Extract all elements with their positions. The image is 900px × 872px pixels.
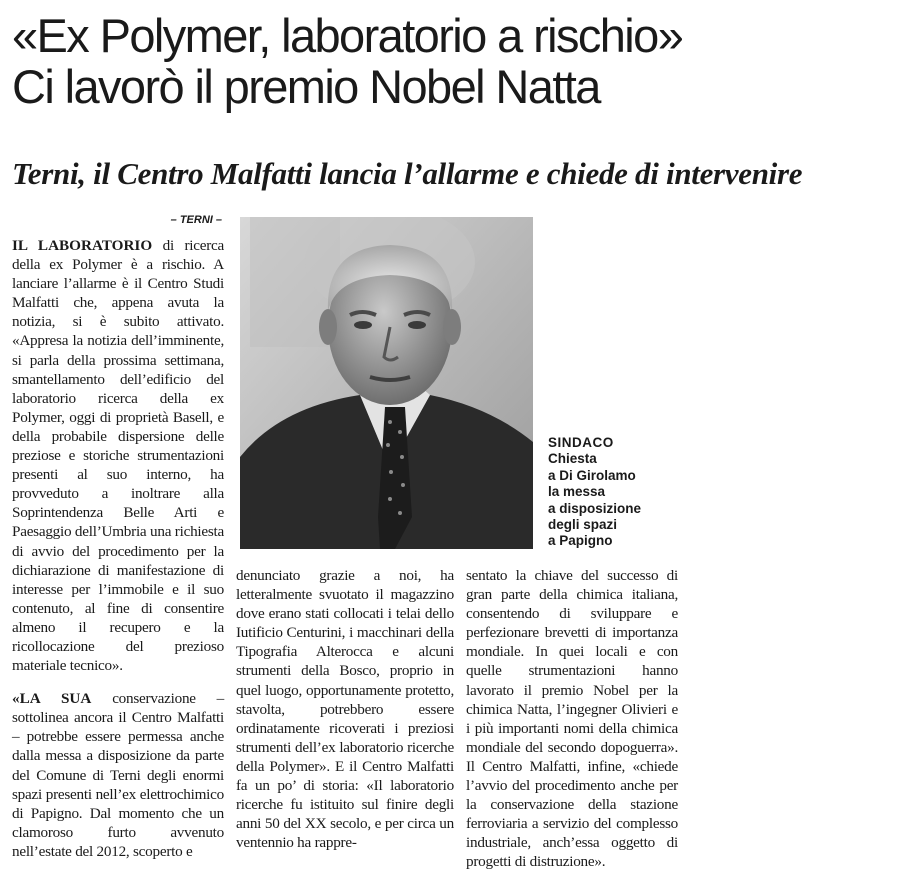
dateline: – TERNI – — [170, 214, 222, 226]
caption-line: a Papigno — [548, 533, 613, 549]
paragraph-2 — [12, 689, 224, 861]
subheadline: Terni, il Centro Malfatti lancia l’allarme e chiede di intervenire — [12, 156, 803, 191]
column-3-text: sentato la chiave del successo di gran parte della chimica italiana, consentendo di sviluppare e perfezionare brevetti di importanza mondiale. In quei locali e con quelle strumentazioni hanno lavorato il premio Nobel per la chimica Natta, l’ingegner Olivieri e i più importanti nomi della chimica mondiale del secondo dopoguerra». Il Centro Malfatti, infine, «chiede l’avvio del procedimento anche per la conservazione della stazione ferroviaria a servizio del complesso industriale, anch’essa oggetto di progetti di distruzione». — [466, 567, 678, 871]
caption-line: a disposizione — [548, 500, 642, 516]
caption-line: a Di Girolamo — [548, 467, 636, 483]
caption-line: Chiesta — [548, 451, 597, 467]
column-2-text: denunciato grazie a noi, ha letteralmente svuotato il magazzino dove erano stati collocati i telai dello Iutificio Centurini, i macchinari della Tipografia Alterocca e alcuni strumenti della Bosco, proprio in quel luogo, opportunamente protetto, stavolta, potrebbero essere ordinatamente ricoverati i preziosi strumenti dell’ex laboratorio ricerche della Polymer». E il Centro Malfatti fa un po’ di storia: «Il laboratorio ricerche fu istituito sul finire degli anni 50 del XX secolo, e per circa un ventennio ha rappre- — [236, 567, 454, 852]
paragraph-2-lead: «LA SUA — [12, 690, 92, 708]
paragraph-1-text: di ricerca della ex Polymer è a rischio. A lanciare l’allarme è il Centro Studi Malfatti che, appena avuta la notizia, si è subito attivato. «Appresa la notizia dell’imminente, si parla della prossima settimana, smantellamento dell’edificio del laboratorio ricerca della ex Polymer, oggi di proprietà Basell, e della probabile dispersione delle preziose e storiche strumentazioni presenti al suo interno, ha provveduto a inoltrare alla Soprintendenza Belle Arti e Paesaggio dell’Umbria una richiesta di avvio del procedimento per la dichiarazione di manifestazione di interesse per l’immobile e il suo contenuto, al fine di consentire almeno il recupero e la ricollocazione del prezioso materiale tecnico». — [12, 237, 224, 675]
caption-line: degli spazi — [548, 517, 618, 533]
article-column-1 — [12, 236, 224, 861]
caption-head: SINDACO — [548, 435, 614, 450]
mayor-photo — [240, 217, 533, 549]
paragraph-1 — [12, 236, 224, 675]
headline-line-2: Ci lavorò il premio Nobel Natta — [12, 60, 600, 113]
paragraph-2-text: conservazione – sottolinea ancora il Centro Malfatti – potrebbe essere permessa anche dalla messa a disposizione da parte del Comune di Terni degli enormi spazi presenti nell’ex elettrochimico di Papigno. Dal momento che un clamoroso furto avvenuto nell’estate del 2012, scoperto e — [12, 690, 224, 860]
headline-line-1: «Ex Polymer, laboratorio a rischio» — [12, 9, 683, 62]
headline — [12, 10, 892, 112]
article-column-2 — [236, 566, 454, 852]
photo-caption — [548, 435, 668, 550]
paragraph-1-lead: IL LABORATORIO — [12, 237, 153, 254]
caption-line: la messa — [548, 484, 606, 500]
article-column-3 — [466, 566, 678, 872]
